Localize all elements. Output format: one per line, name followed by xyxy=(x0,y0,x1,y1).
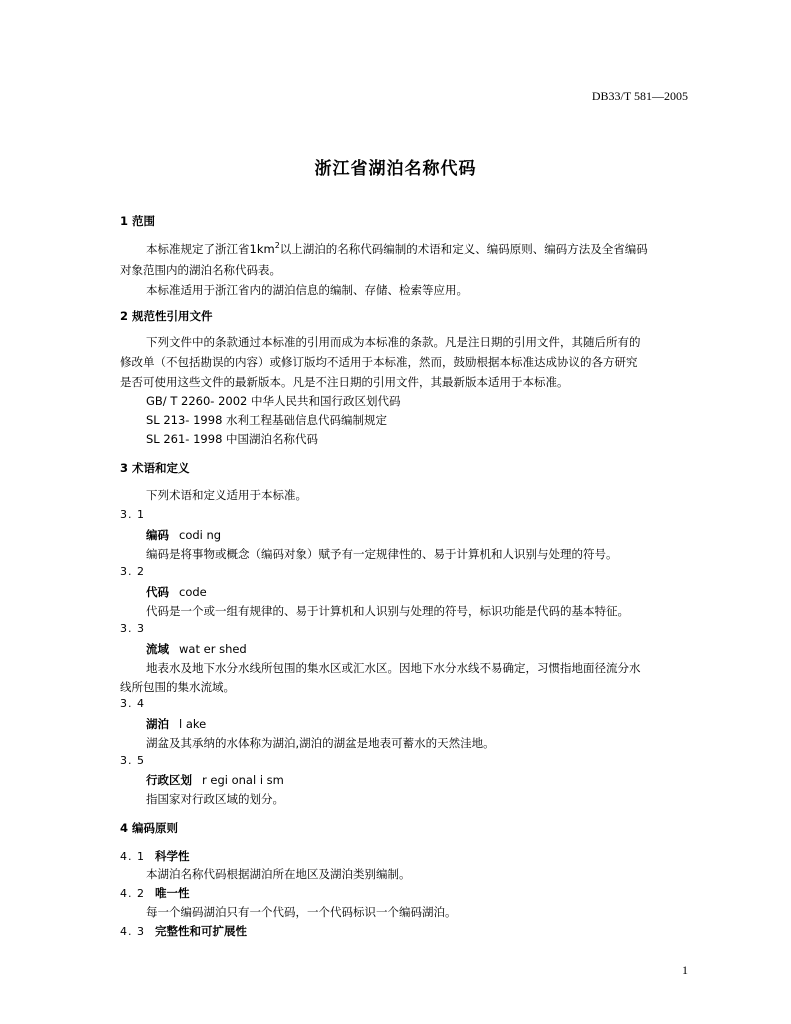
reference-item: GB/ T 2260- 2002 中华人民共和国行政区划代码 xyxy=(146,394,401,408)
reference-item: SL 261- 1998 中国湖泊名称代码 xyxy=(146,432,319,446)
term-definition: 地表水及地下水分水线所包围的集水区或汇水区。因地下水分水线不易确定，习惯指地面径流分水 xyxy=(146,661,641,675)
section-2-heading: 2 规范性引用文件 xyxy=(120,309,213,323)
section-4-heading: 4 编码原则 xyxy=(120,821,179,835)
term-definition-cont: 线所包围的集水流域。 xyxy=(120,680,235,694)
section-1-heading: 1 范围 xyxy=(120,214,156,228)
standard-number: DB33/T 581—2005 xyxy=(591,89,688,103)
term-number: 3. 5 xyxy=(120,754,145,767)
section-3-heading: 3 术语和定义 xyxy=(120,461,190,475)
term-title: 代码 code xyxy=(146,585,207,599)
term-definition: 湖盆及其承纳的水体称为湖泊,湖泊的湖盆是地表可蓄水的天然洼地。 xyxy=(146,736,495,750)
section-2-line-3: 是否可使用这些文件的最新版本。凡是不注日期的引用文件，其最新版本适用于本标准。 xyxy=(120,375,569,389)
document-title: 浙江省湖泊名称代码 xyxy=(314,159,477,179)
subsection-text: 本湖泊名称代码根据湖泊所在地区及湖泊类别编制。 xyxy=(146,867,411,881)
section-2-line-1: 下列文件中的条款通过本标准的引用而成为本标准的条款。凡是注日期的引用文件，其随后所有的 xyxy=(146,335,641,349)
term-title: 湖泊 l ake xyxy=(146,717,207,731)
subsection-text: 每一个编码湖泊只有一个代码，一个代码标识一个编码湖泊。 xyxy=(146,905,457,919)
section-3-intro: 下列术语和定义适用于本标准。 xyxy=(146,488,307,502)
section-1-paragraph-2: 本标准适用于浙江省内的湖泊信息的编制、存储、检索等应用。 xyxy=(146,283,468,297)
term-number: 3. 1 xyxy=(120,508,145,521)
term-title: 编码 codi ng xyxy=(146,528,222,542)
term-definition: 代码是一个或一组有规律的、易于计算机和人识别与处理的符号，标识功能是代码的基本特征。 xyxy=(146,604,629,618)
term-definition: 编码是将事物或概念（编码对象）赋予有一定规律性的、易于计算机和人识别与处理的符号。 xyxy=(146,547,618,561)
term-number: 3. 3 xyxy=(120,622,145,635)
term-definition: 指国家对行政区域的划分。 xyxy=(146,792,284,806)
section-1-paragraph-1-cont: 对象范围内的湖泊名称代码表。 xyxy=(120,263,281,277)
term-number: 3. 4 xyxy=(120,697,145,710)
reference-item: SL 213- 1998 水利工程基础信息代码编制规定 xyxy=(146,413,388,427)
term-title: 行政区划 r egi onal i sm xyxy=(146,773,284,787)
subsection-heading: 4. 2 唯一性 xyxy=(120,886,190,900)
subsection-heading: 4. 3 完整性和可扩展性 xyxy=(120,924,247,938)
subsection-heading: 4. 1 科学性 xyxy=(120,849,190,863)
section-2-line-2: 修改单（不包括勘误的内容）或修订版均不适用于本标准，然而，鼓励根据本标准达成协议的各方研究 xyxy=(120,355,638,369)
section-1-paragraph-1: 本标准规定了浙江省$1km^2$以上湖泊的名称代码编制的术语和定义、编码原则、编码方法及全省编码 xyxy=(146,241,648,256)
page-number: 1 xyxy=(682,963,688,977)
term-number: 3. 2 xyxy=(120,565,145,578)
term-title: 流域 wat er shed xyxy=(146,642,247,656)
